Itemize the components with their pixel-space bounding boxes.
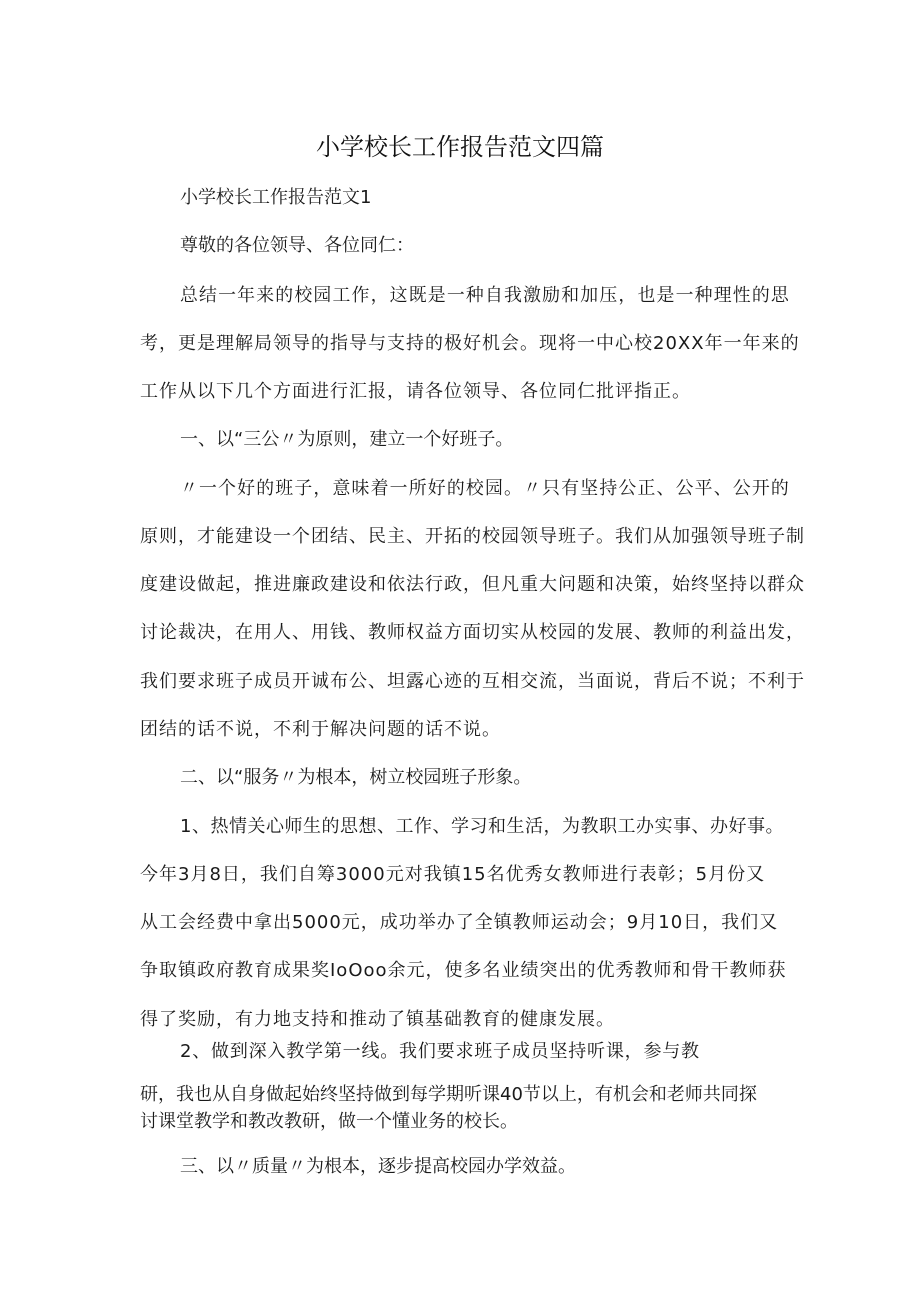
paragraph-line: 〃一个好的班子，意味着一所好的校园。〃只有坚持公正、公平、公开的 [180,478,790,499]
paragraph-line: 争取镇政府教育成果奖IoOoo余元，使多名业绩突出的优秀教师和骨干教师获 [140,960,787,981]
paragraph-line: 讨课堂教学和教改教研，做一个懂业务的校长。 [140,1111,518,1132]
paragraph-line: 工作从以下几个方面进行汇报，请各位领导、各位同仁批评指正。 [140,381,691,402]
paragraph-line: 1、热情关心师生的思想、工作、学习和生活，为教职工办实事、办好事。 [180,816,784,837]
paragraph-line: 2、做到深入教学第一线。我们要求班子成员坚持听课，参与教 [180,1041,700,1062]
paragraph-line: 考，更是理解局领导的指导与支持的极好机会。现将一中心校20XX年一年来的 [140,333,800,354]
paragraph-line: 度建设做起，推进廉政建设和依法行政，但凡重大问题和决策，始终坚持以群众 [140,574,805,595]
section-heading-two: 二、以“服务〃为根本，树立校园班子形象。 [180,767,532,788]
section-heading-three: 三、以〃质量〃为根本，逐步提高校园办学效益。 [180,1156,576,1177]
section-heading-1: 小学校长工作报告范文1 [180,187,372,208]
paragraph-line: 团结的话不说，不利于解决问题的话不说。 [140,719,501,740]
paragraph-line: 讨论裁决，在用人、用钱、教师权益方面切实从校园的发展、教师的利益出发， [140,622,805,643]
paragraph-line: 得了奖励，有力地支持和推动了镇基础教育的健康发展。 [140,1009,615,1030]
paragraph-line: 研，我也从自身做起始终坚持做到每学期听课40节以上，有机会和老师共同探 [140,1084,757,1105]
paragraph-line: 从工会经费中拿出5000元，成功举办了全镇教师运动会；9月10日，我们又 [140,912,779,933]
paragraph-line: 今年3月8日，我们自筹3000元对我镇15名优秀女教师进行表彰；5月份又 [140,864,766,885]
paragraph-line: 总结一年来的校园工作，这既是一种自我激励和加压，也是一种理性的思 [180,285,790,306]
paragraph-line: 原则，才能建设一个团结、民主、开拓的校园领导班子。我们从加强领导班子制 [140,526,805,547]
paragraph-line: 我们要求班子成员开诚布公、坦露心迹的互相交流，当面说，背后不说；不利于 [140,671,805,692]
salutation: 尊敬的各位领导、各位同仁： [180,235,414,256]
document-title: 小学校长工作报告范文四篇 [316,133,604,161]
section-heading-one: 一、以“三公〃为原则，建立一个好班子。 [180,429,514,450]
